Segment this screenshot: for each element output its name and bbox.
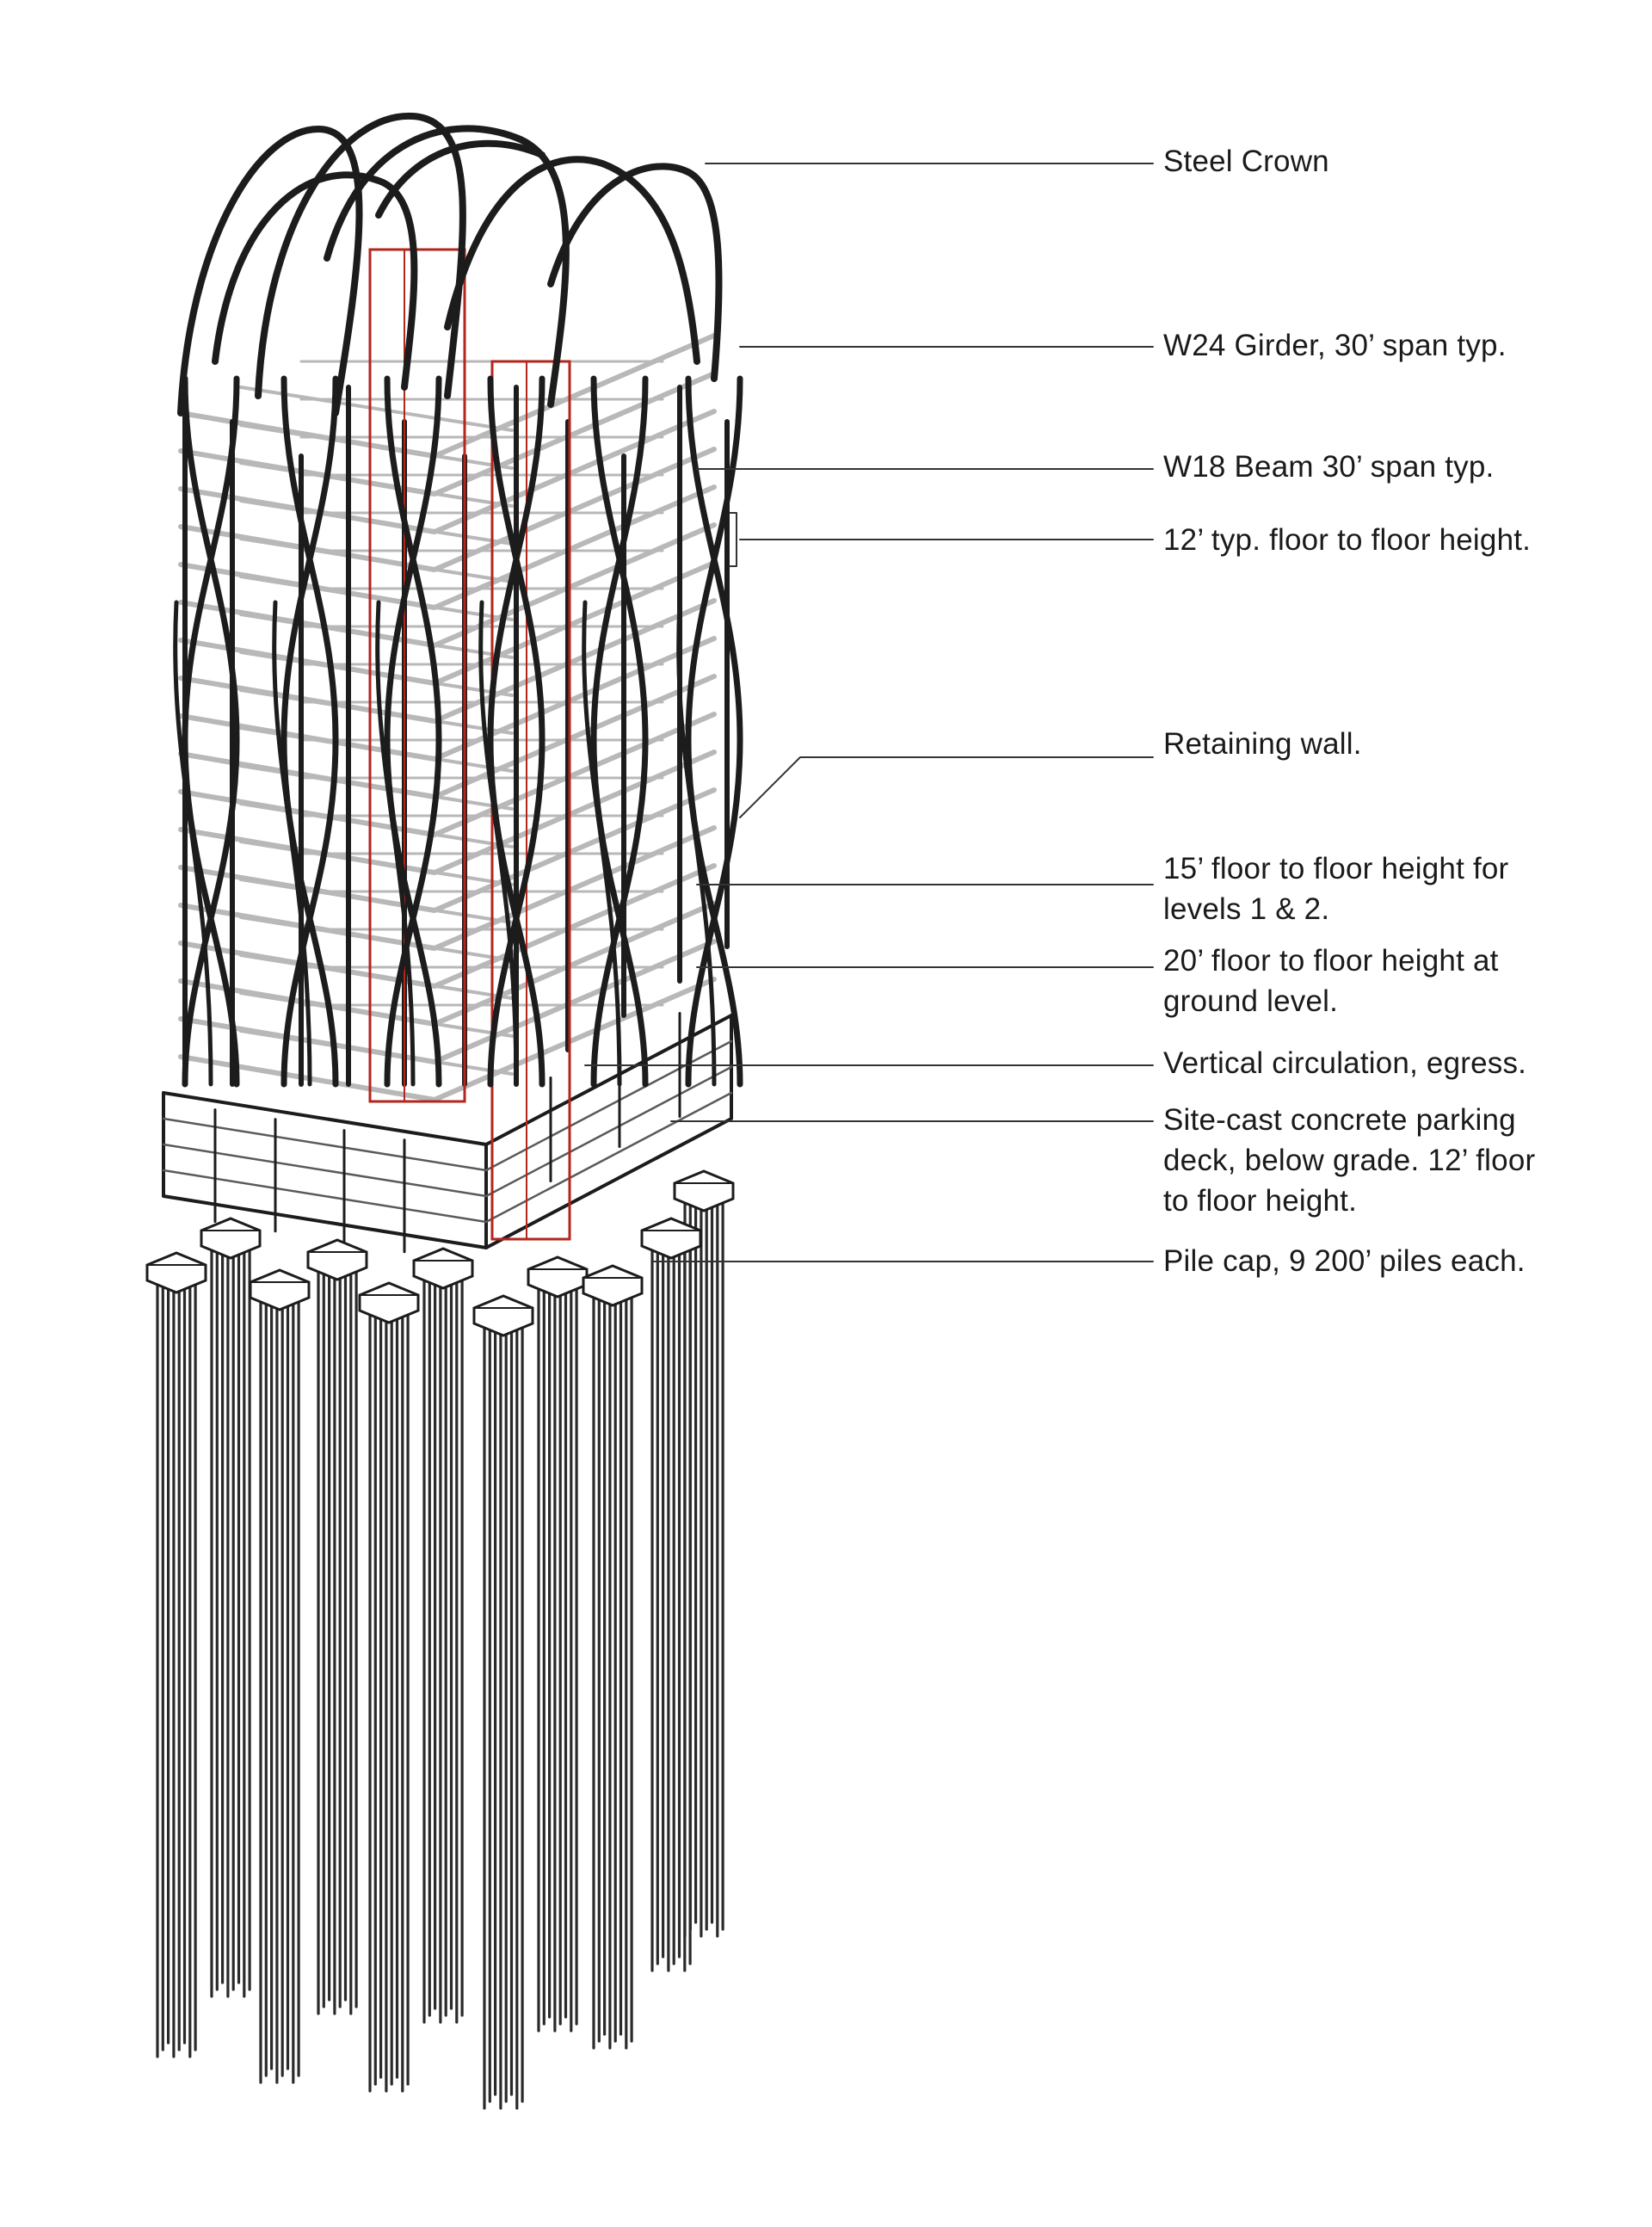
callout-levels-1-2-height: 15’ floor to floor height for levels 1 & 2. (1163, 852, 1509, 926)
callout-pile-cap: Pile cap, 9 200’ piles each. (1163, 1244, 1526, 1278)
floor-beam (241, 993, 512, 1036)
pile-cap (308, 1240, 367, 1280)
piles (157, 1200, 723, 2108)
pile-cap (201, 1218, 260, 1258)
pile-cap (528, 1257, 587, 1297)
floor-beam (241, 842, 512, 885)
callout-w18-beam: W18 Beam 30’ span typ. (1163, 450, 1495, 484)
pile-cap (675, 1171, 733, 1211)
floor-beam (241, 879, 512, 922)
callout-steel-crown: Steel Crown (1163, 145, 1329, 178)
callout-ground-level-height: 20’ floor to floor height at ground level. (1163, 944, 1499, 1018)
callout-vertical-circulation: Vertical circulation, egress. (1163, 1046, 1527, 1080)
pile-cap (414, 1249, 472, 1288)
pile-cap (250, 1270, 309, 1310)
floor-beam (241, 804, 512, 847)
floor-beam (241, 955, 512, 998)
pile-cap (583, 1266, 642, 1305)
floor-beam (241, 539, 512, 582)
leader-lines (585, 163, 1153, 1262)
bracket-floor-height (730, 513, 737, 566)
leader-retaining-wall (740, 757, 1153, 817)
callout-w24-girder: W24 Girder, 30’ span typ. (1163, 329, 1507, 362)
callout-typ-floor-height: 12’ typ. floor to floor height. (1163, 523, 1532, 557)
floor-beam (241, 917, 512, 960)
crown-arch (447, 159, 697, 361)
floor-beam (241, 425, 512, 468)
callout-parking-deck: Site-cast concrete parking deck, below grade. 12’ floor to floor height. (1163, 1103, 1536, 1218)
pile-cap (147, 1253, 206, 1292)
floor-beam (241, 501, 512, 544)
pile-cap (360, 1283, 418, 1323)
crown-arch (327, 128, 566, 404)
crown-arch (181, 129, 360, 413)
pile-cap (474, 1296, 533, 1336)
callout-retaining-wall: Retaining wall. (1163, 727, 1362, 761)
floor-beam (241, 463, 512, 506)
